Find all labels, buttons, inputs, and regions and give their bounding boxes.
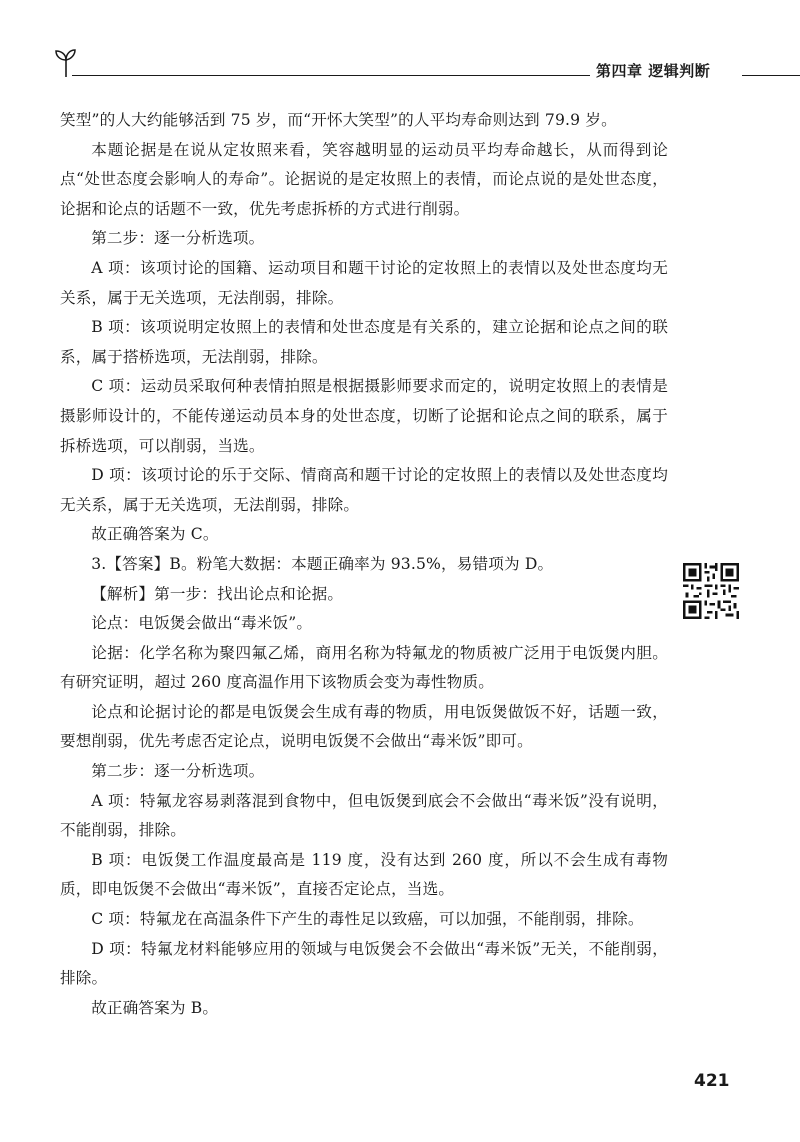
- chapter-title: 第四章 逻辑判断: [596, 62, 711, 80]
- page-header: [0, 0, 800, 95]
- qr-code-icon: [683, 563, 739, 619]
- option-a-analysis: A 项：特氟龙容易剥落混到食物中，但电饭煲到底会不会做出“毒米饭”没有说明，不能削弱，排除。: [60, 791, 668, 840]
- page-body: [60, 106, 668, 1023]
- answer-line: 故正确答案为 C。: [91, 525, 219, 544]
- option-d-analysis: D 项：特氟龙材料能够应用的领域与电饭煲会不会做出“毒米饭”无关，不能削弱，排除。: [60, 939, 668, 988]
- paragraph: 论据：化学名称为聚四氟乙烯，商用名称为特氟龙的物质被广泛用于电饭煲内胆。有研究证明，超过 260 度高温作用下该物质会变为毒性物质。: [60, 643, 668, 692]
- option-c-analysis: C 项：特氟龙在高温条件下产生的毒性足以致癌，可以加强，不能削弱，排除。: [91, 910, 644, 929]
- header-rule-right: [742, 75, 800, 76]
- header-rule-left: [72, 75, 590, 76]
- leaf-icon: [54, 48, 78, 78]
- analysis-header: 【解析】第一步：找出论点和论据。: [91, 584, 344, 603]
- option-d-analysis: D 项：该项讨论的乐于交际、情商高和题干讨论的定妆照上的表情以及处世态度均无关系，属于无关选项，无法削弱，排除。: [60, 466, 668, 514]
- option-a-analysis: A 项：该项讨论的国籍、运动项目和题干讨论的定妆照上的表情以及处世态度均无关系，属于无关选项，无法削弱，排除。: [60, 258, 668, 307]
- page-number: 421: [694, 1071, 730, 1091]
- answer-line: 故正确答案为 B。: [91, 998, 219, 1017]
- option-b-analysis: B 项：电饭煲工作温度最高是 119 度，没有达到 260 度，所以不会生成有毒物质，即电饭煲不会做出“毒米饭”，直接否定论点，当选。: [60, 850, 668, 899]
- paragraph: 论点：电饭煲会做出“毒米饭”。: [91, 614, 313, 633]
- question-answer-header: 3.【答案】B。粉笔大数据：本题正确率为 93.5%，易错项为 D。: [91, 554, 554, 573]
- paragraph: 第二步：逐一分析选项。: [91, 762, 265, 781]
- paragraph-continued: 笑型”的人大约能够活到 75 岁，而“开怀大笑型”的人平均寿命则达到 79.9 岁。: [60, 111, 617, 129]
- paragraph: 论点和论据讨论的都是电饭煲会生成有毒的物质，用电饭煲做饭不好，话题一致，要想削弱，优先考虑否定论点，说明电饭煲不会做出“毒米饭”即可。: [60, 702, 668, 751]
- option-c-analysis: C 项：运动员采取何种表情拍照是根据摄影师要求而定的，说明定妆照上的表情是摄影师设计的，不能传递运动员本身的处世态度，切断了论据和论点之间的联系，属于拆桥选项，可以削弱，当选。: [60, 377, 668, 455]
- option-b-analysis: B 项：该项说明定妆照上的表情和处世态度是有关系的，建立论据和论点之间的联系，属于搭桥选项，无法削弱，排除。: [60, 318, 668, 366]
- paragraph: 第二步：逐一分析选项。: [91, 229, 265, 248]
- paragraph: 本题论据是在说从定妆照来看，笑容越明显的运动员平均寿命越长，从而得到论点“处世态度会影响人的寿命”。论据说的是定妆照上的表情，而论点说的是处世态度，论据和论点的话题不一致，优先考虑拆桥的方式进行削弱。: [60, 140, 668, 218]
